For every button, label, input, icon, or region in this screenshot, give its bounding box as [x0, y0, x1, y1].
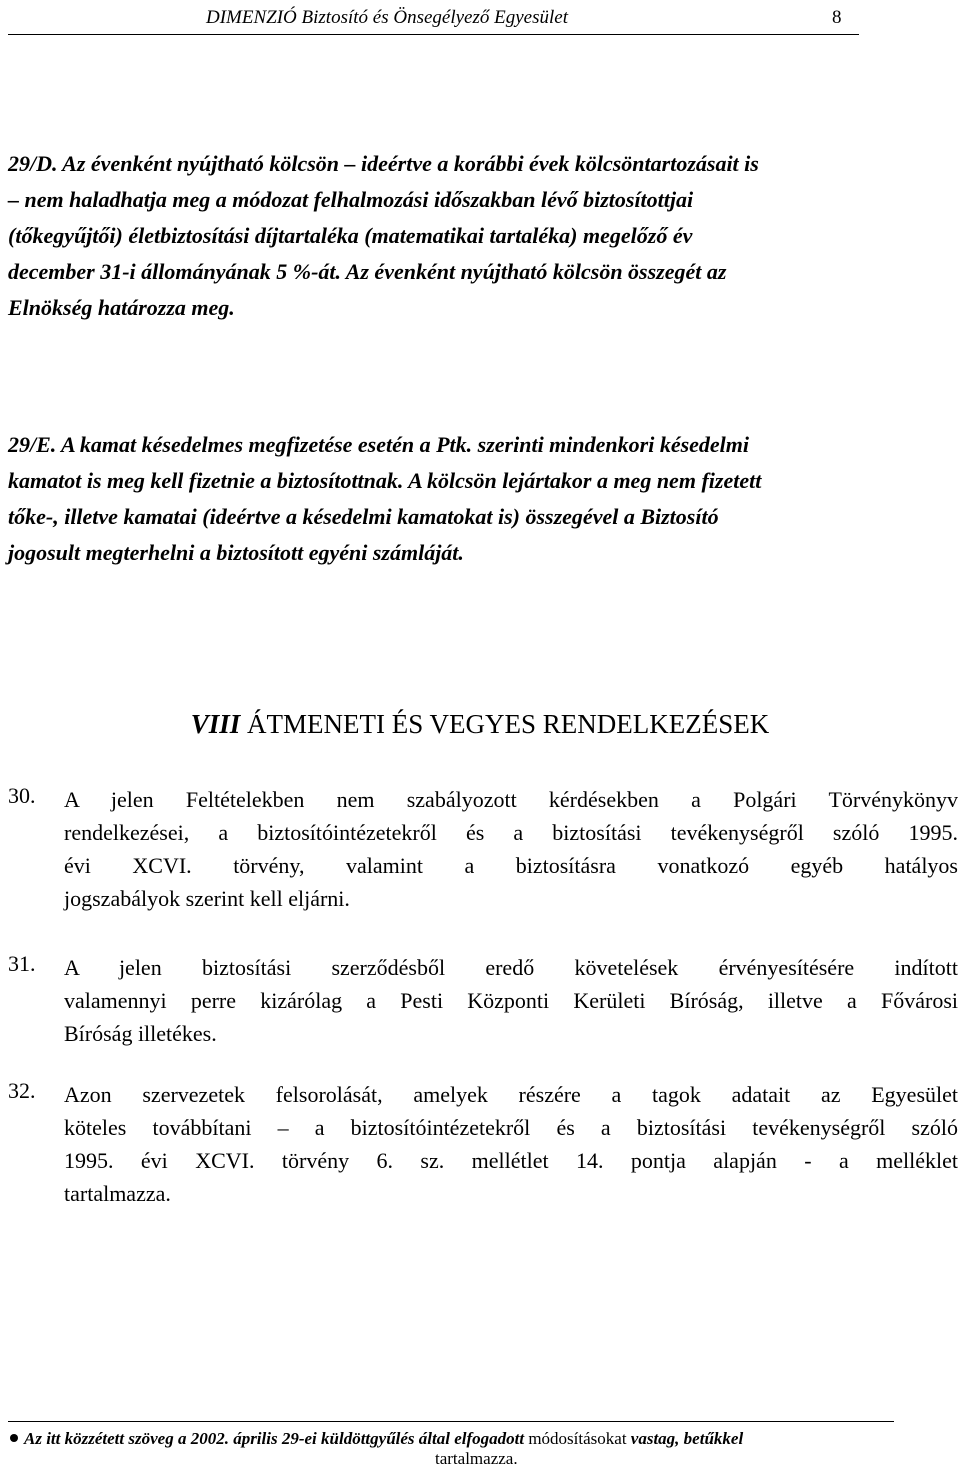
- section-29d-line: 29/D. Az évenként nyújtható kölcsön – ideértve a korábbi évek kölcsöntartozásait is: [8, 151, 759, 176]
- footnote-divider: [8, 1421, 894, 1422]
- header-title: DIMENZIÓ Biztosító és Önsegélyező Egyesület: [206, 7, 568, 28]
- paragraph-line: rendelkezései, a biztosítóintézetekről és a biztosítási tevékenységről szóló 1995.: [64, 820, 958, 845]
- footnote-bold: vastag, betűkkel: [630, 1429, 744, 1448]
- paragraph-line: valamennyi perre kizárólag a Pesti Központi Kerületi Bíróság, illetve a Fővárosi: [64, 988, 958, 1013]
- section-29e-line: [8, 463, 956, 499]
- section-29e-text: kamatot is meg kell fizetnie a biztosítottnak.: [8, 468, 404, 493]
- paragraph-number: 30.: [8, 783, 36, 808]
- paragraph-line: évi XCVI. törvény, valamint a biztosításra vonatkozó egyéb hatályos: [64, 853, 958, 878]
- section-29d: [8, 146, 956, 326]
- paragraph-body: [64, 1078, 958, 1210]
- paragraph-number: 32.: [8, 1078, 36, 1103]
- page-number: 8: [832, 7, 842, 28]
- section-29d-line: Elnökség határozza meg.: [8, 295, 235, 320]
- paragraph-line: A jelen biztosítási szerződésből eredő követelések érvényesítésére indított: [64, 955, 958, 980]
- paragraph-line: Bíróság illetékes.: [64, 1021, 217, 1046]
- section-29e-line: jogosult megterhelni a biztosított egyéni számláját.: [8, 540, 464, 565]
- footnote-italic: Az itt közzétett szöveg a 2002. április 29-ei küldöttgyűlés által elfogadott: [24, 1429, 525, 1448]
- paragraph-line: A jelen Feltételekben nem szabályozott kérdésekben a Polgári Törvénykönyv: [64, 787, 958, 812]
- section-29d-line: december 31-i állományának 5 %-át. Az évenként nyújtható kölcsön összegét az: [8, 259, 727, 284]
- paragraph-line: tartalmazza.: [64, 1181, 171, 1206]
- footnote-continuation: tartalmazza.: [435, 1449, 518, 1468]
- chapter-number: VIII: [190, 709, 241, 739]
- section-29d-line: (tőkegyűjtői) életbiztosítási díjtartaléka (matematikai tartaléka) megelőző év: [8, 223, 693, 248]
- paragraph-line: jogszabályok szerint kell eljárni.: [64, 886, 350, 911]
- paragraph-body: [64, 951, 958, 1050]
- paragraph-body: [64, 783, 958, 915]
- paragraph-line: 1995. évi XCVI. törvény 6. sz. mellétlet 14. pontja alapján - a melléklet: [64, 1148, 958, 1173]
- paragraph-line: Azon szervezetek felsorolását, amelyek részére a tagok adatait az Egyesület: [64, 1082, 958, 1107]
- paragraph-line: köteles továbbítani – a biztosítóintézetekről és a biztosítási tevékenységről szóló: [64, 1115, 958, 1140]
- page-header: [8, 4, 859, 35]
- section-29d-line: – nem haladhatja meg a módozat felhalmozási időszakban lévő biztosítottjai: [8, 187, 694, 212]
- chapter-title: ÁTMENETI ÉS VEGYES RENDELKEZÉSEK: [240, 709, 770, 739]
- footnote-normal: módosításokat: [524, 1429, 631, 1448]
- bullet-icon: [10, 1434, 18, 1442]
- chapter-heading: [0, 706, 960, 742]
- section-29e: [8, 427, 956, 571]
- paragraph-number: 31.: [8, 951, 36, 976]
- section-29e-line: 29/E. A kamat késedelmes megfizetése esetén a Ptk. szerinti mindenkori késedelmi: [8, 432, 750, 457]
- section-29e-line: tőke-, illetve kamatai (ideértve a késedelmi kamatokat is) összegével a Biztosító: [8, 504, 719, 529]
- section-29e-text: A kölcsön lejártakor a meg nem fizetett: [403, 468, 762, 493]
- footnote: [10, 1428, 743, 1450]
